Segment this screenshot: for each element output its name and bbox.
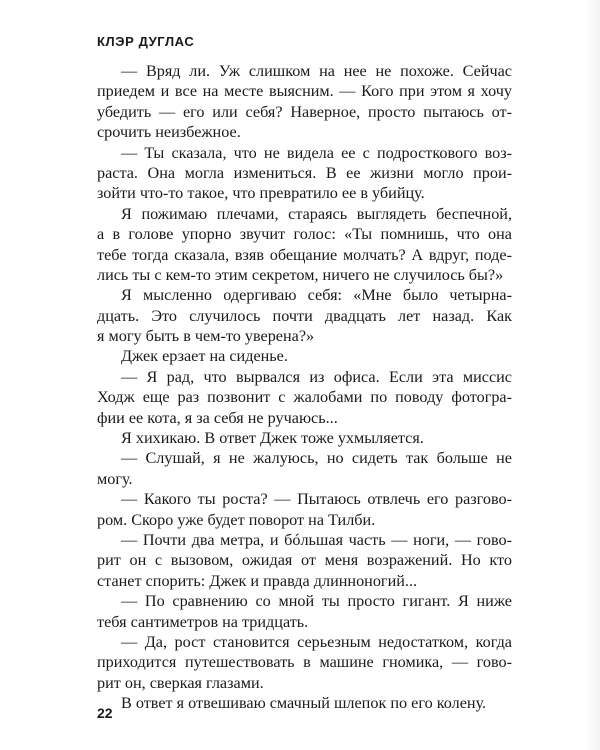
text-line: раста. Она могла измениться. В ее жизни могло прои- (97, 163, 512, 182)
text-line: Джек ерзает на сиденье. (121, 347, 288, 366)
text-line: зойти что-то такое, что превратило ее в убийцу. (97, 184, 425, 203)
text-line: — Ты сказала, что не видела ее с подросткового воз- (121, 143, 512, 162)
page-edge-shadow (586, 0, 600, 750)
text-line: тебя сантиметров на тридцать. (97, 612, 309, 631)
text-line: станет спорить: Джек и правда длинноногий... (97, 571, 418, 590)
text-line: — По сравнению со мной ты просто гигант. Я ниже (121, 592, 512, 611)
text-line: — Я рад, что вырвался из офиса. Если эта миссис (121, 367, 512, 386)
page-number: 22 (97, 705, 113, 721)
text-line: могу. (97, 469, 133, 488)
text-line: убедить — его или себя? Наверное, просто пытаюсь от- (97, 102, 512, 121)
text-line: — Слушай, я не жалуюсь, но сидеть так больше не (121, 449, 512, 468)
text-line: тебе тогда сказала, взяв обещание молчать? А вдруг, поде- (97, 245, 512, 264)
text-line: — Почти два метра, и бóльшая часть — ноги, — гово- (121, 530, 512, 549)
text-line: а в голове упорно звучит голос: «Ты помнишь, что она (97, 225, 512, 244)
text-line: дцать. Это случилось почти двадцать лет назад. Как (97, 306, 512, 325)
text-line: Я пожимаю плечами, стараясь выглядеть беспечной, (121, 204, 512, 223)
text-line: Ходж еще раз позвонит с жалобами по поводу фотогра- (97, 388, 512, 407)
text-line: срочить неизбежное. (97, 123, 241, 142)
text-line: приедем и все на месте выясним. — Кого при этом я хочу (97, 82, 512, 101)
text-line: — Да, рост становится серьезным недостатком, когда (121, 632, 512, 651)
text-line: ром. Скоро уже будет поворот на Тилби. (97, 510, 376, 529)
text-line: рит он, сверкая глазами. (97, 673, 264, 692)
text-line: В ответ я отвешиваю смачный шлепок по его колену. (121, 694, 487, 713)
body-text (97, 61, 512, 714)
text-line: — Какого ты роста? — Пытаюсь отвлечь его разгово- (121, 490, 512, 509)
text-line: приходится путешествовать в машине гномика, — гово- (97, 653, 512, 672)
text-line: Я хихикаю. В ответ Джек тоже ухмыляется. (121, 429, 424, 448)
text-line: я могу быть в чем-то уверена?» (97, 327, 315, 346)
running-head-author: КЛЭР ДУГЛАС (97, 34, 195, 49)
text-line: — Вряд ли. Уж слишком на нее не похоже. Сейчас (121, 62, 512, 80)
text-line: рит он с вызовом, ожидая от меня возражений. Но кто (97, 551, 512, 570)
text-line: лись ты с кем-то этим секретом, ничего не случилось бы?» (97, 265, 504, 284)
text-line: Я мысленно одергиваю себя: «Мне было четырна- (121, 286, 512, 305)
text-line: фии ее кота, я за себя не ручаюсь... (97, 408, 338, 427)
